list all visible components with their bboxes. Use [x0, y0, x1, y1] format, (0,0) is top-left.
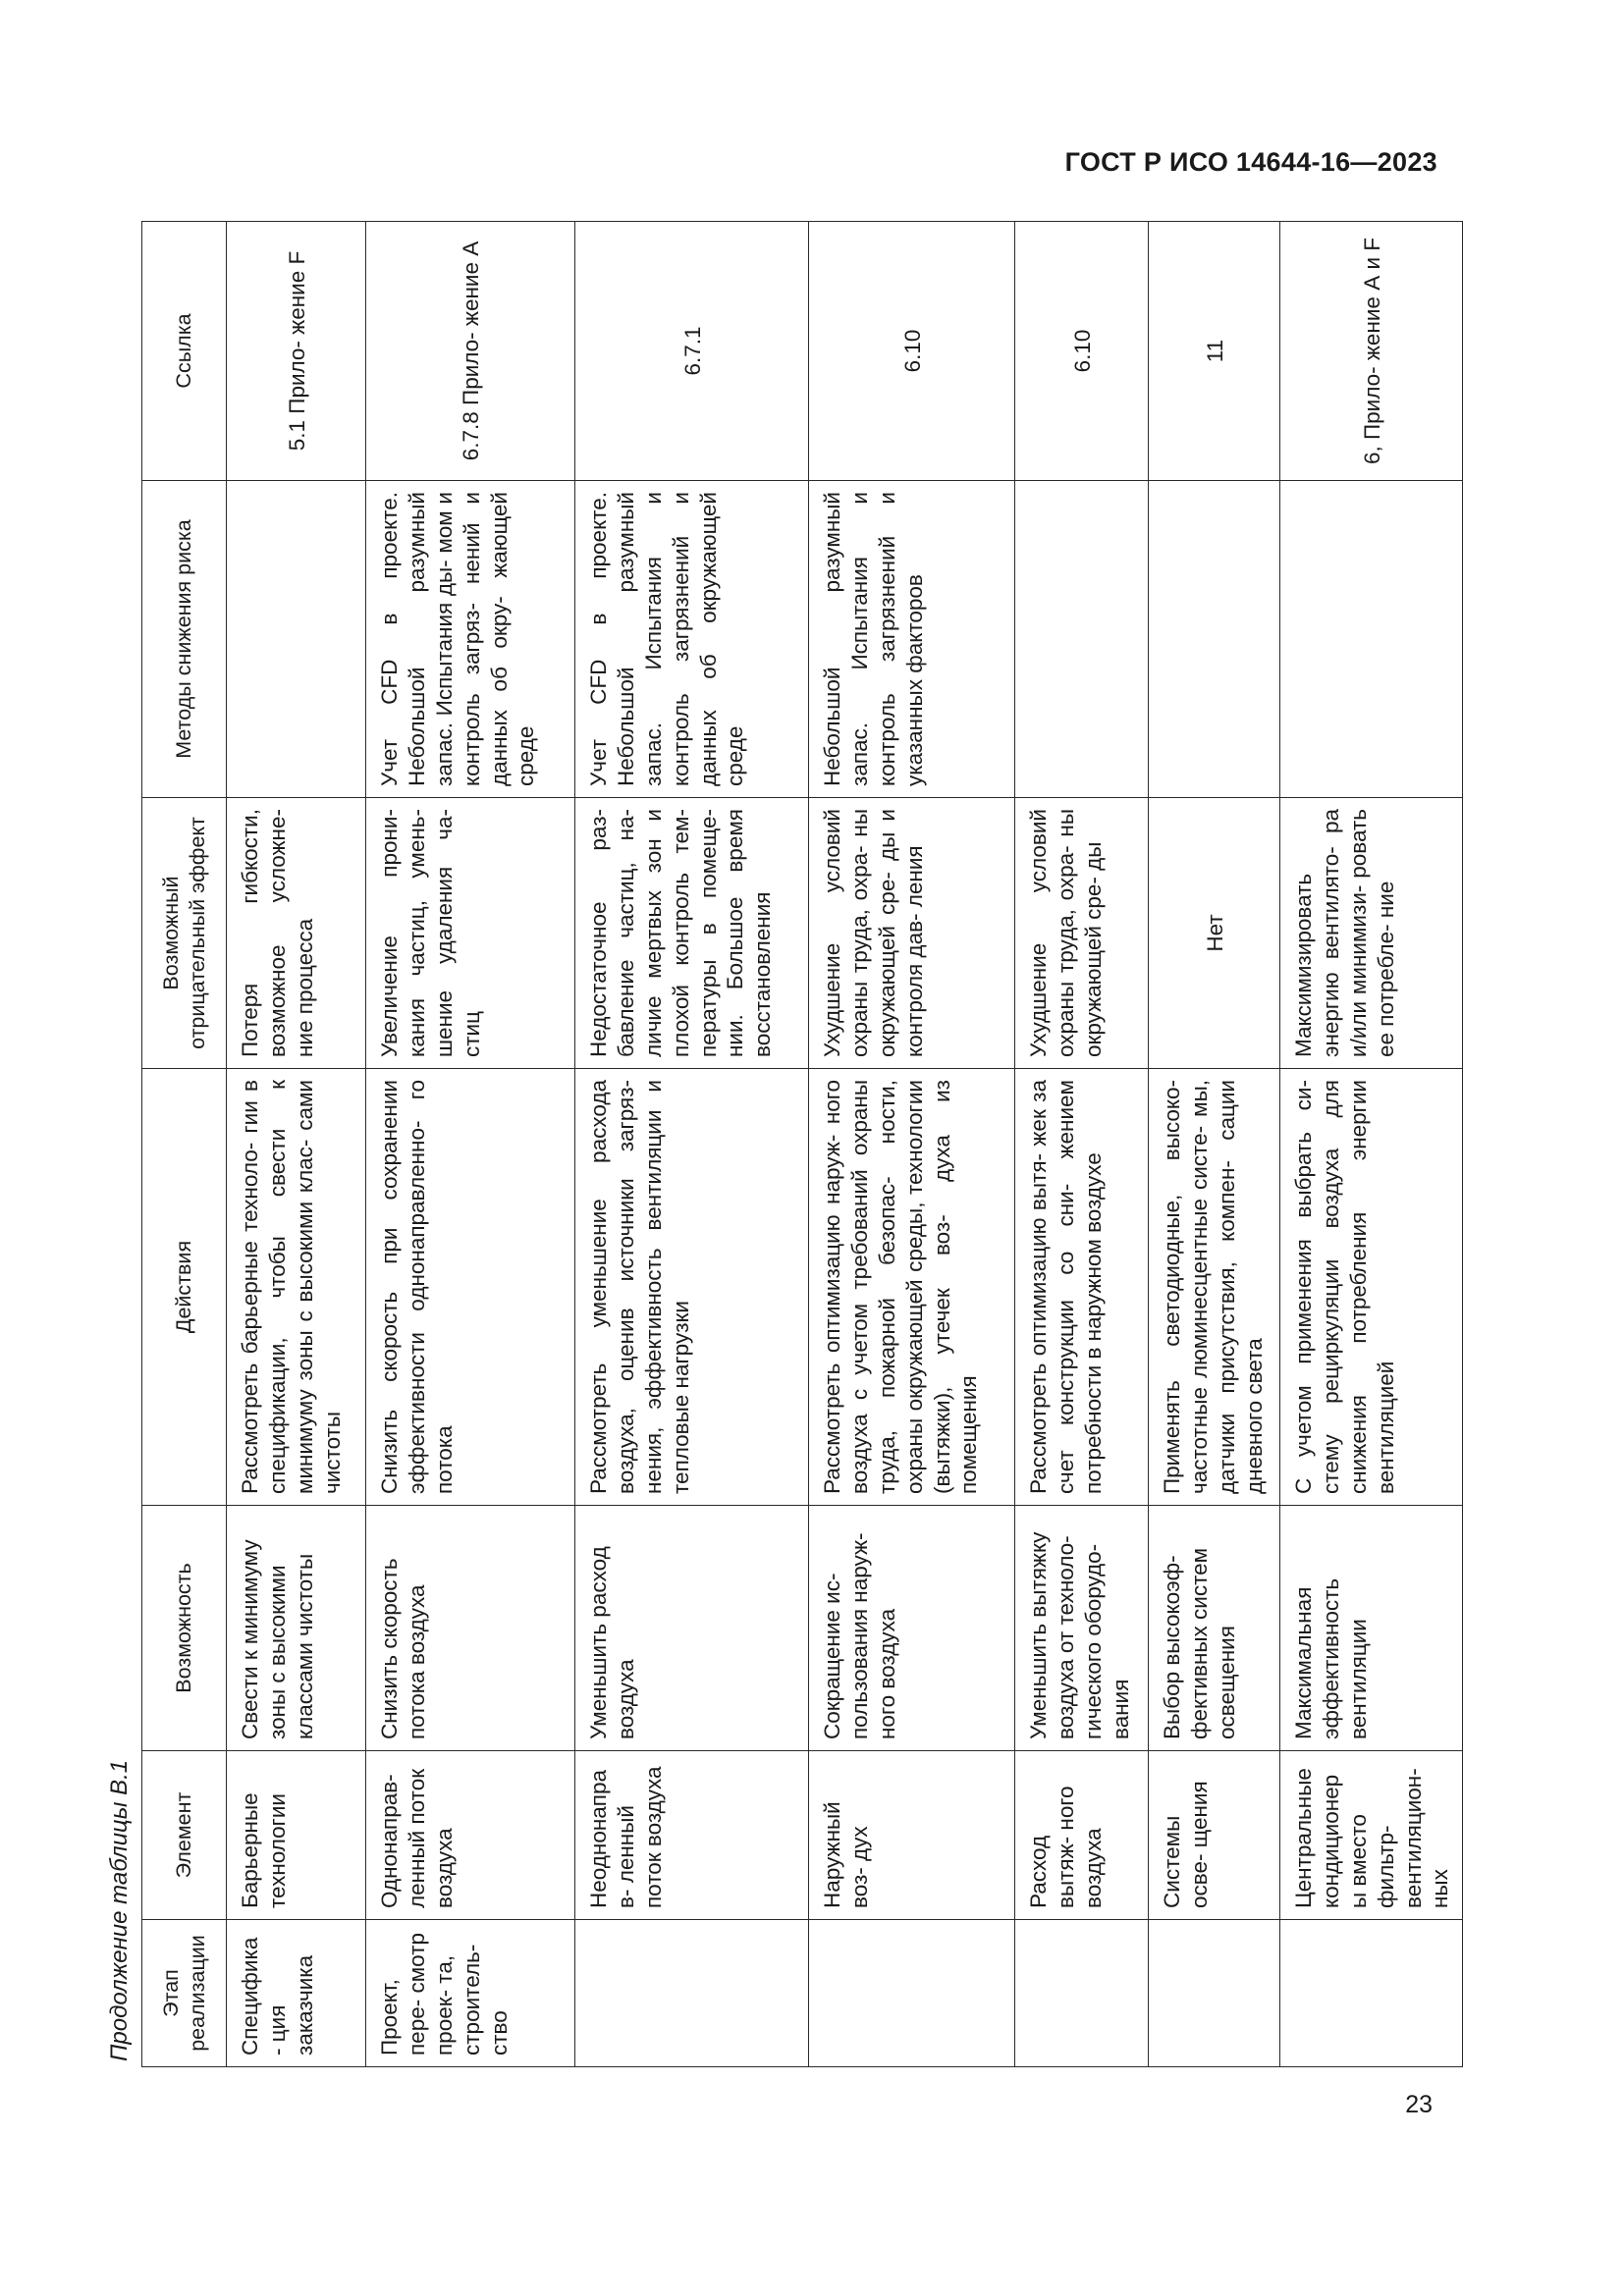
table-row [1015, 222, 1149, 2067]
header-actions: Действия [142, 1069, 227, 1506]
cell-methods: Учет CFD в проекте. Небольшой разумный запас. Испытания и контроль загрязнений и данных об окружающей среде [575, 481, 809, 798]
cell-effect: Потеря гибкости, возможное усложне- ние процесса [227, 798, 366, 1069]
cell-stage [575, 1920, 809, 2067]
cell-possibility: Свести к минимуму зоны с высокими классами чистоты [227, 1506, 366, 1751]
cell-effect: Ухудшение условий охраны труда, охра- ны окружающей сре- ды и контроля дав- ления [809, 798, 1015, 1069]
cell-element: Неоднонаправ- ленный поток воздуха [575, 1751, 809, 1920]
cell-element: Расход вытяж- ного воздуха [1015, 1751, 1149, 1920]
cell-methods [1149, 481, 1280, 798]
cell-actions: Применять светодиодные, высоко- частотные люминесцентные систе- мы, датчики присутствия, компен- сации дневного света [1149, 1069, 1280, 1506]
rotated-table-block [98, 222, 1463, 2067]
table-row [1280, 222, 1463, 2067]
cell-effect: Ухудшение условий охраны труда, охра- ны окружающей сре- ды [1015, 798, 1149, 1069]
cell-reference: 6.7.8 Прило- жение А [366, 222, 575, 481]
header-reference: Ссылка [142, 222, 227, 481]
risk-reduction-table [141, 221, 1463, 2067]
cell-actions: Рассмотреть барьерные техноло- гии в спецификации, чтобы свести к минимуму зоны с высокими клас- сами чистоты [227, 1069, 366, 1506]
table-row [1149, 222, 1280, 2067]
cell-reference: 6, Прило- жение А и F [1280, 222, 1463, 481]
cell-element: Однонаправ- ленный поток воздуха [366, 1751, 575, 1920]
cell-reference: 6.10 [809, 222, 1015, 481]
cell-possibility: Сокращение ис- пользования наруж- ного воздуха [809, 1506, 1015, 1751]
table-row [227, 222, 366, 2067]
cell-reference: 6.10 [1015, 222, 1149, 481]
cell-element: Системы осве- щения [1149, 1751, 1280, 1920]
header-stage: Этап реализации [142, 1920, 227, 2067]
cell-stage [1280, 1920, 1463, 2067]
cell-methods: Небольшой разумный запас. Испытания и контроль загрязнений и указанных факторов [809, 481, 1015, 798]
cell-effect: Увеличение прони- кания частиц, умень- шение удаления ча- стиц [366, 798, 575, 1069]
cell-methods [1280, 481, 1463, 798]
cell-element: Центральные кондиционеры вместо фильтр- вентиляцион- ных [1280, 1751, 1463, 1920]
cell-reference: 6.7.1 [575, 222, 809, 481]
cell-possibility: Выбор высокоэф- фективных систем освещения [1149, 1506, 1280, 1751]
cell-stage [809, 1920, 1015, 2067]
page-number: 23 [1405, 2091, 1433, 2118]
cell-effect: Максимизировать энергию вентилято- ра и/или минимизи- ровать ее потребле- ние [1280, 798, 1463, 1069]
header-methods: Методы снижения риска [142, 481, 227, 798]
table-row [366, 222, 575, 2067]
cell-methods [227, 481, 366, 798]
cell-reference: 5.1 Прило- жение F [227, 222, 366, 481]
cell-actions: С учетом применения выбрать си- стему рециркуляции воздуха для снижения потребления энергии вентиляцией [1280, 1069, 1463, 1506]
header-possibility: Возможность [142, 1506, 227, 1751]
cell-actions: Снизить скорость при сохранении эффективности однонаправленно- го потока [366, 1069, 575, 1506]
cell-reference: 11 [1149, 222, 1280, 481]
table-caption: Продолжение таблицы В.1 [106, 1759, 133, 2061]
table-header-row [142, 222, 227, 2067]
cell-actions: Рассмотреть оптимизацию наруж- ного воздуха с учетом требований охраны труда, пожарной безопас- ности, охраны окружающей среды, технологии (вытяжки), утечек воз- духа из помещения [809, 1069, 1015, 1506]
table-row [575, 222, 809, 2067]
cell-effect: Недостаточное раз- бавление частиц, на- личие мертвых зон и плохой контроль тем- пературы в помеще- нии. Большое время восстановления [575, 798, 809, 1069]
cell-element: Наружный воз- дух [809, 1751, 1015, 1920]
cell-stage: Проект, пере- смотр проек- та, строитель- ство [366, 1920, 575, 2067]
cell-methods: Учет CFD в проекте. Небольшой разумный запас. Испытания ды- мом и контроль загряз- нений и данных об окру- жающей среде [366, 481, 575, 798]
table-row [809, 222, 1015, 2067]
cell-possibility: Снизить скорость потока воздуха [366, 1506, 575, 1751]
header-element: Элемент [142, 1751, 227, 1920]
cell-actions: Рассмотреть уменьшение расхода воздуха, оценив источники загряз- нения, эффективность вентиляции и тепловые нагрузки [575, 1069, 809, 1506]
header-effect: Возможный отрицательный эффект [142, 798, 227, 1069]
cell-methods [1015, 481, 1149, 798]
cell-possibility: Уменьшить расход воздуха [575, 1506, 809, 1751]
cell-stage [1149, 1920, 1280, 2067]
cell-effect: Нет [1149, 798, 1280, 1069]
cell-actions: Рассмотреть оптимизацию вытя- жек за счет конструкции со сни- жением потребности в наружном воздухе [1015, 1069, 1149, 1506]
cell-element: Барьерные технологии [227, 1751, 366, 1920]
cell-possibility: Максимальная эффективность вентиляции [1280, 1506, 1463, 1751]
cell-possibility: Уменьшить вытяжку воздуха от техноло- гического оборудо- вания [1015, 1506, 1149, 1751]
cell-stage: Специфика- ция заказчика [227, 1920, 366, 2067]
document-standard-header: ГОСТ Р ИСО 14644-16—2023 [1064, 147, 1437, 177]
cell-stage [1015, 1920, 1149, 2067]
